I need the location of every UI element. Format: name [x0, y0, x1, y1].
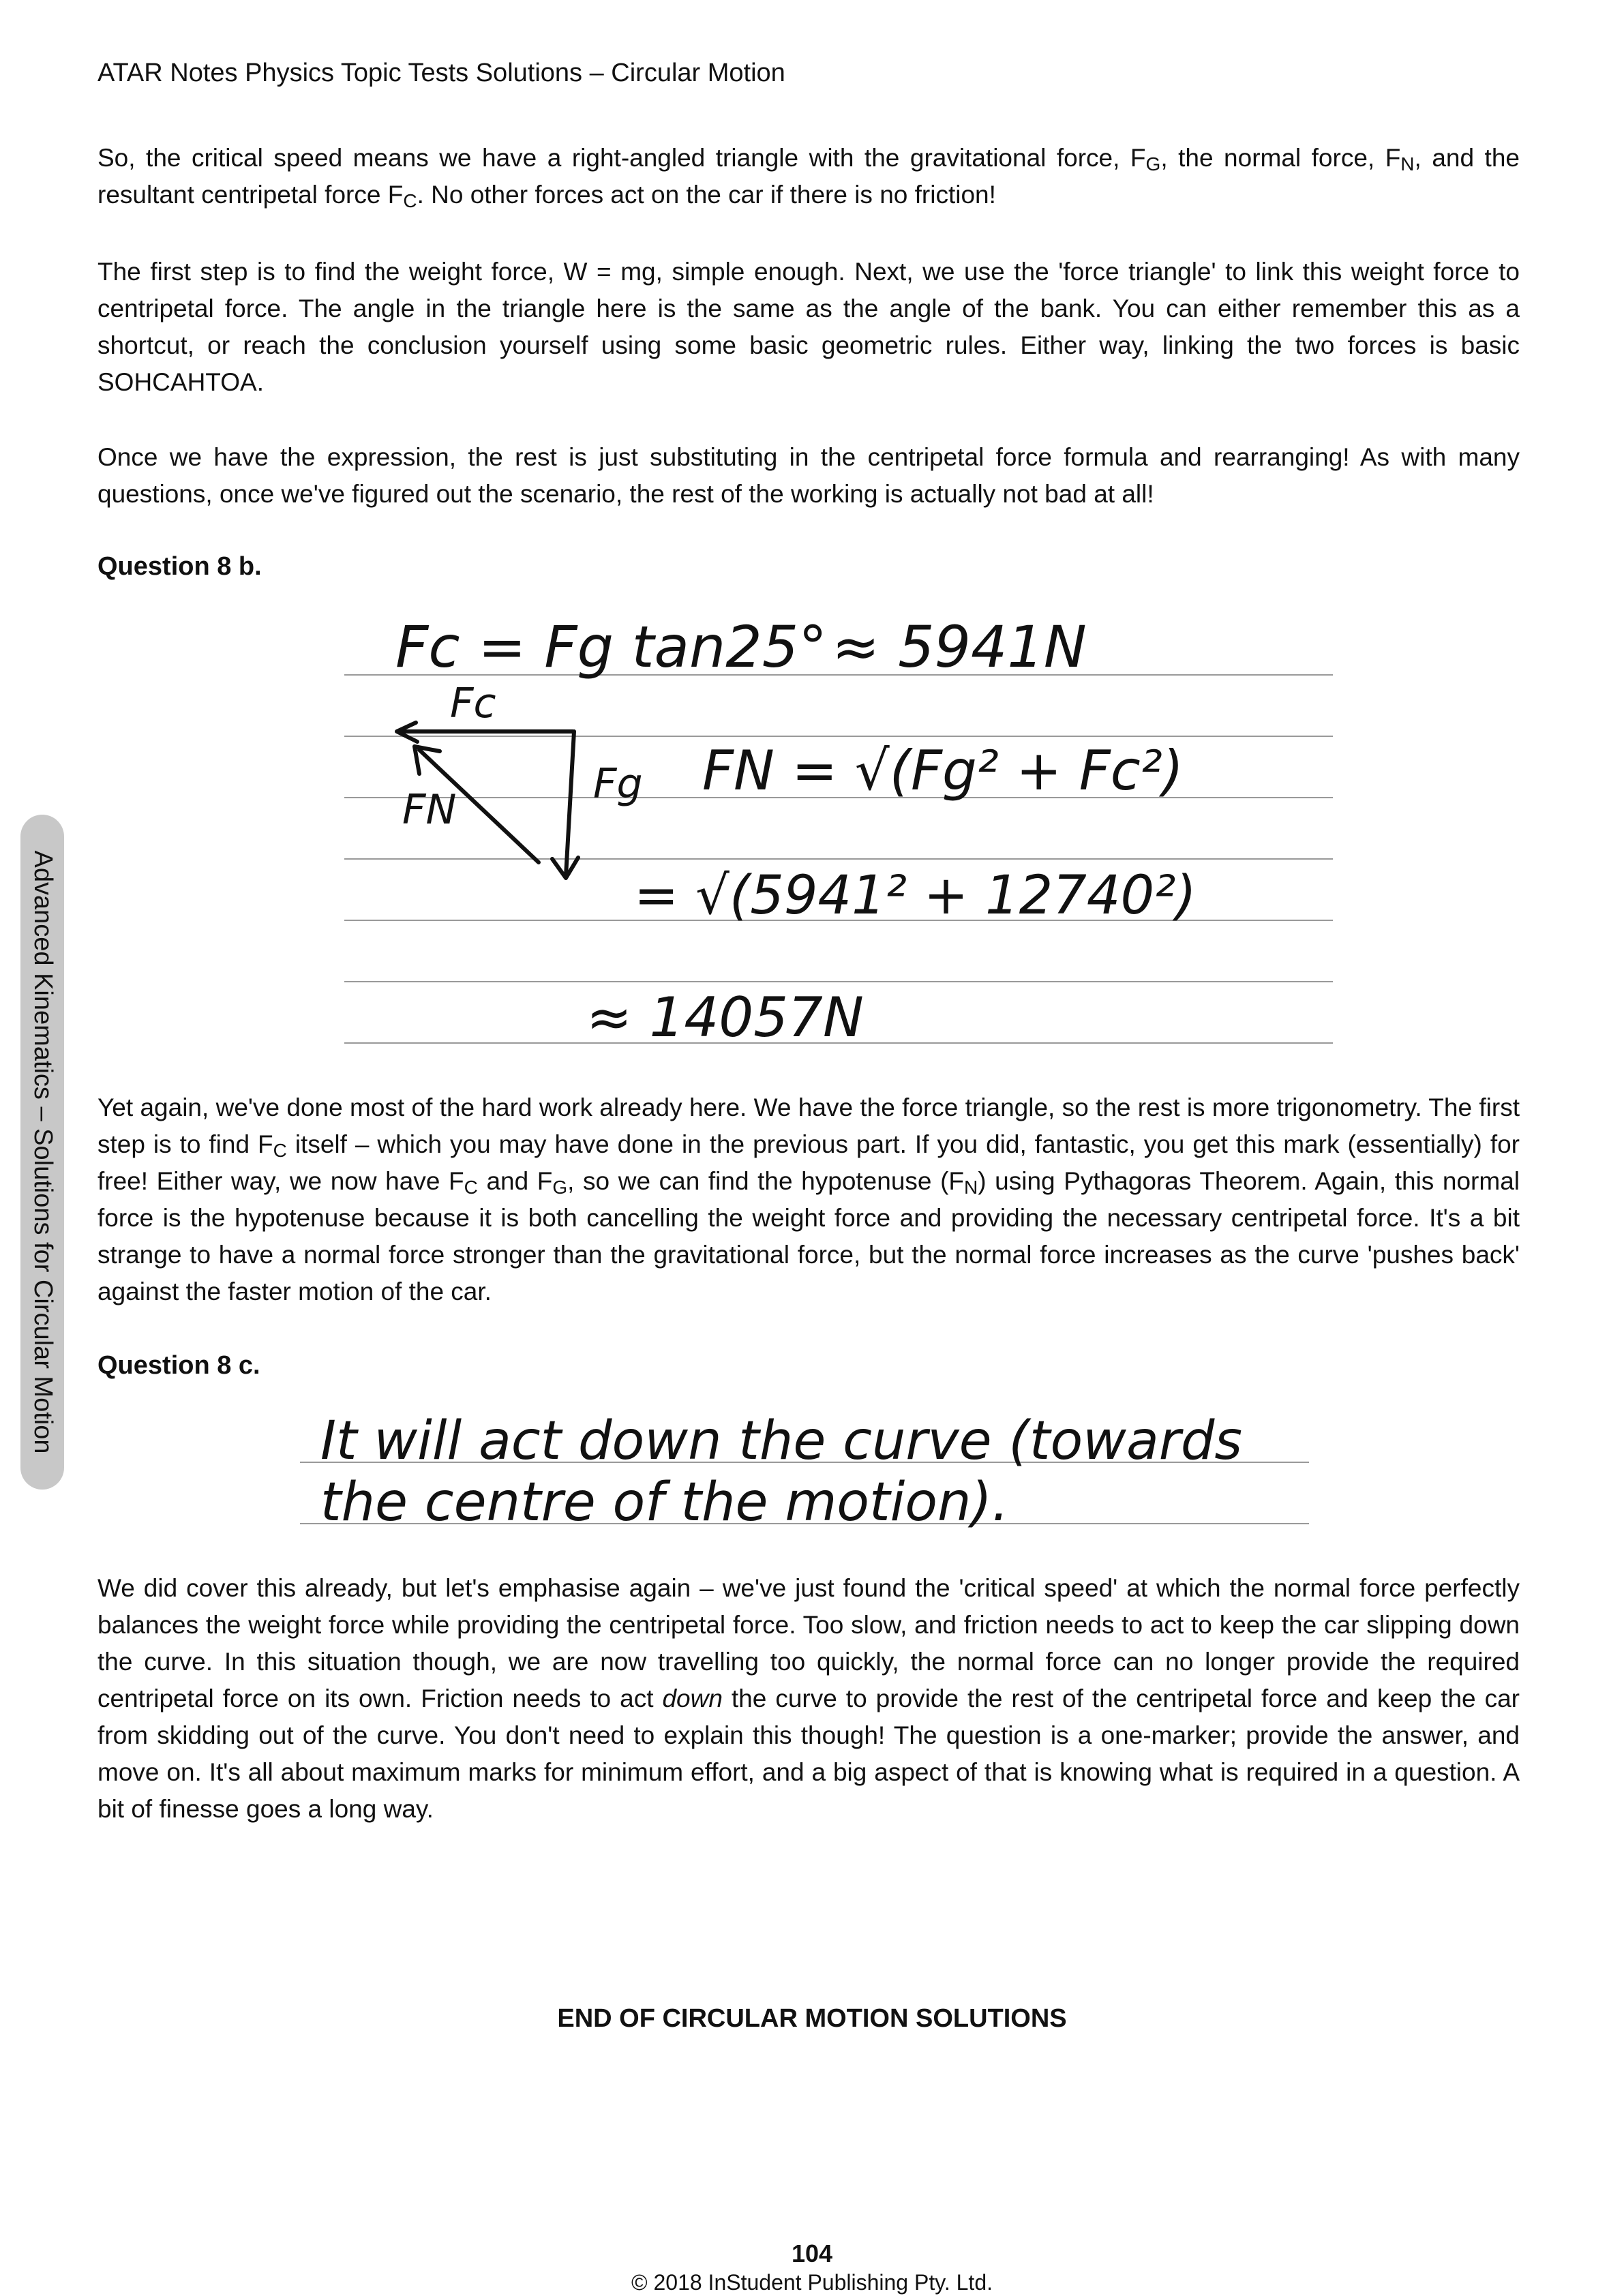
hw-fn-label: FN [402, 786, 457, 834]
running-header: ATAR Notes Physics Topic Tests Solutions – Circular Motion [97, 59, 785, 87]
intro-paragraph-2: The first step is to find the weight force, W = mg, simple enough. Next, we use the 'force triangle' to link this weight force to centripetal force. The angle in the triangle here is the same as the angle of the bank. You can either remember this as a shortcut, or reach the conclusion yourself using some basic geometric rules. Either way, linking the two forces is basic SOHCAHTOA. [97, 258, 1520, 396]
intro-paragraph-3: Once we have the expression, the rest is just substituting in the centripetal force formula and rearranging! As with many questions, once we've figured out the scenario, the rest of the working is actually not bad at all! [97, 443, 1520, 508]
hw-fc-equation: Fc = Fg tan25° [395, 614, 828, 680]
copyright: © 2018 InStudent Publishing Pty. Ltd. [631, 2270, 993, 2295]
question-8b-handwritten-working [334, 607, 1343, 1070]
hw-fn-result: ≈ 14057N [586, 986, 864, 1049]
question-8b-heading: Question 8 b. [97, 552, 262, 581]
hw-fc-value: ≈ 5941N [832, 614, 1087, 680]
end-title: END OF CIRCULAR MOTION SOLUTIONS [557, 2004, 1067, 2033]
fg-arrow [566, 731, 574, 876]
hw-fc-label: Fc [450, 680, 496, 727]
page-number: 104 [791, 2239, 833, 2267]
hw-answer-line-2: the centre of the motion). [320, 1472, 1009, 1533]
question-8c-handwritten-answer [293, 1401, 1316, 1544]
intro-paragraph-1: So, the critical speed means we have a right-angled triangle with the gravitational force, $F_G$, the normal force, $F_N$, and the resultant centripetal force $F_C$. No other forces act on the car if there is no friction! [97, 144, 1520, 211]
hw-fg-label: Fg [593, 760, 643, 808]
hw-fn-substitution: = √(5941² + 12740²) [634, 865, 1197, 926]
question-8b-explanation: Yet again, we've done most of the hard work already here. We have the force triangle, so the rest is more trigonometry. The first step is to find $F_C$ itself – which you may have done in the previous part. If you did, fantastic, you get this mark (essentially) for free! Either way, we now have $F_C$ and $F_G$, so we can find the hypotenuse $(F_N)$ using Pythagoras Theorem. Again, this normal force is the hypotenuse because it is both cancelling the weight force and providing the necessary centripetal force. It's a bit strange to have a normal force stronger than the gravitational force, but the normal force increases as the curve 'pushes back' against the faster motion of the car. [97, 1093, 1520, 1305]
hw-answer-line-1: It will act down the curve (towards [320, 1410, 1242, 1472]
side-tab-label: Advanced Kinematics – Solutions for Circular Motion [29, 850, 57, 1454]
question-8c-explanation: We did cover this already, but let's emphasise again – we've just found the 'critical speed' at which the normal force perfectly balances the weight force while providing the centripetal force. Too slow, and friction needs to act to keep the car slipping down the curve. In this situation though, we are now travelling too quickly, the normal force can no longer provide the required centripetal force on its own. Friction needs to act down the curve to provide the rest of the centripetal force and keep the car from skidding out of the curve. You don't need to explain this though! The question is a one-marker; provide the answer, and move on. It's all about maximum marks for minimum effort, and a big aspect of that is knowing what is required in a question. A bit of finesse goes a long way. [97, 1574, 1520, 1823]
hw-fn-formula: FN = √(Fg² + Fc²) [702, 739, 1184, 802]
question-8c-heading: Question 8 c. [97, 1351, 260, 1380]
